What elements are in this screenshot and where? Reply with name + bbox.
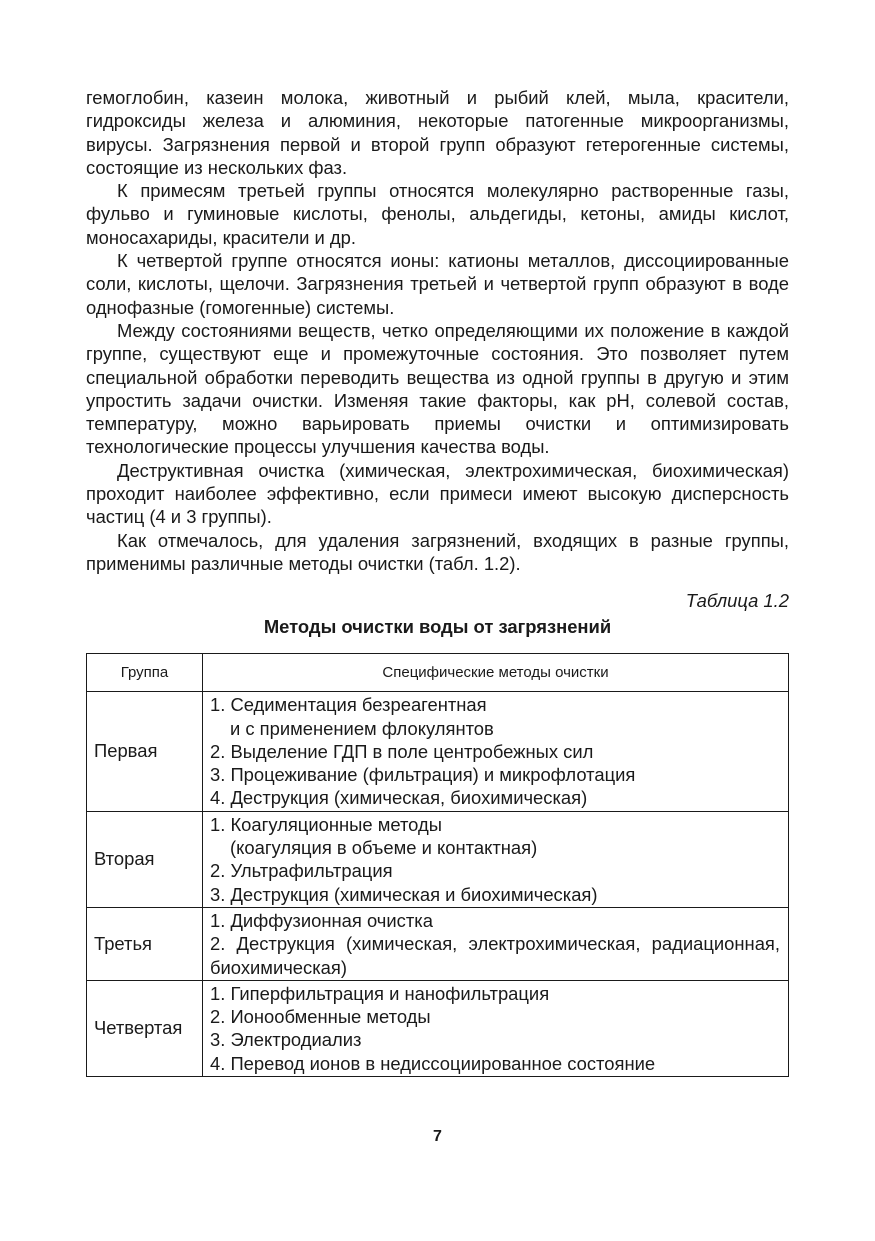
group-cell: Третья xyxy=(87,907,203,980)
method-item: 2. Выделение ГДП в поле центробежных сил xyxy=(210,740,594,762)
page-content xyxy=(86,86,789,1077)
table-row xyxy=(87,811,789,907)
methods-cell xyxy=(203,811,789,907)
paragraph: К примесям третьей группы относятся молекулярно растворенные газы, фульво и гуминовые кислоты, фенолы, альдегиды, кетоны, амиды кислот, моносахариды, красители и др. xyxy=(86,180,789,248)
methods-cell xyxy=(203,692,789,811)
group-cell: Четвертая xyxy=(87,980,203,1076)
paragraph: К четвертой группе относятся ионы: катионы металлов, диссоциированные соли, кислоты, щелочи. Загрязнения третьей и четвертой групп образуют в воде однофазные (гомогенные) системы. xyxy=(86,250,789,318)
method-item: 1. Диффузионная очистка xyxy=(210,909,433,931)
table-title: Методы очистки воды от загрязнений xyxy=(263,616,612,638)
method-item: 1. Седиментация безреагентная xyxy=(210,694,487,716)
methods-cell xyxy=(203,907,789,980)
paragraph: Между состояниями веществ, четко определяющими их положение в каждой группе, существуют еще и промежуточные состояния. Это позволяет путем специальной обработки переводить вещества из одной группы в другую и этим упростить задачи очистки. Изменяя такие факторы, как pH, солевой состав, температуру, можно варьировать приемы очистки и оптимизировать технологические процессы улучшения качества воды. xyxy=(86,319,789,458)
method-item: 4. Деструкция (химическая, биохимическая) xyxy=(210,787,588,809)
methods-table xyxy=(86,653,789,1077)
method-item: 2. Ионообменные методы xyxy=(210,1006,431,1028)
paragraph: Как отмечалось, для удаления загрязнений, входящих в разные группы, применимы различные методы очистки (табл. 1.2). xyxy=(86,529,789,574)
page-number: 7 xyxy=(433,1128,442,1145)
method-item: 2. Деструкция (химическая, электрохимическая, радиационная, биохимическая) xyxy=(210,933,780,978)
table-header-row xyxy=(87,654,789,692)
method-item: и с применением флокулянтов xyxy=(230,717,494,739)
method-item: 3. Электродиализ xyxy=(210,1029,362,1051)
table-caption: Таблица 1.2 xyxy=(685,590,789,612)
method-item: (коагуляция в объеме и контактная) xyxy=(230,837,538,859)
paragraph: Деструктивная очистка (химическая, электрохимическая, биохимическая) проходит наиболее эффективно, если примеси имеют высокую дисперсность частиц (4 и 3 группы). xyxy=(86,459,789,528)
paragraph: гемоглобин, казеин молока, животный и рыбий клей, мыла, красители, гидроксиды железа и алюминия, некоторые патогенные микроорганизмы, вирусы. Загрязнения первой и второй групп образуют гетерогенные системы, состоящие из нескольких фаз. xyxy=(86,87,789,178)
table-row xyxy=(87,907,789,980)
table-row xyxy=(87,980,789,1076)
method-item: 1. Гиперфильтрация и нанофильтрация xyxy=(210,982,550,1004)
table-row xyxy=(87,692,789,811)
method-item: 4. Перевод ионов в недиссоциированное состояние xyxy=(210,1052,656,1074)
header-methods: Специфические методы очистки xyxy=(203,654,789,692)
header-group: Группа xyxy=(87,654,203,692)
methods-cell xyxy=(203,980,789,1076)
method-item: 1. Коагуляционные методы xyxy=(210,813,442,835)
method-item: 2. Ультрафильтрация xyxy=(210,860,393,882)
method-item: 3. Деструкция (химическая и биохимическая) xyxy=(210,883,598,905)
method-item: 3. Процеживание (фильтрация) и микрофлотация xyxy=(210,764,636,786)
group-cell: Первая xyxy=(87,692,203,811)
group-cell: Вторая xyxy=(87,811,203,907)
body-text xyxy=(86,86,789,575)
